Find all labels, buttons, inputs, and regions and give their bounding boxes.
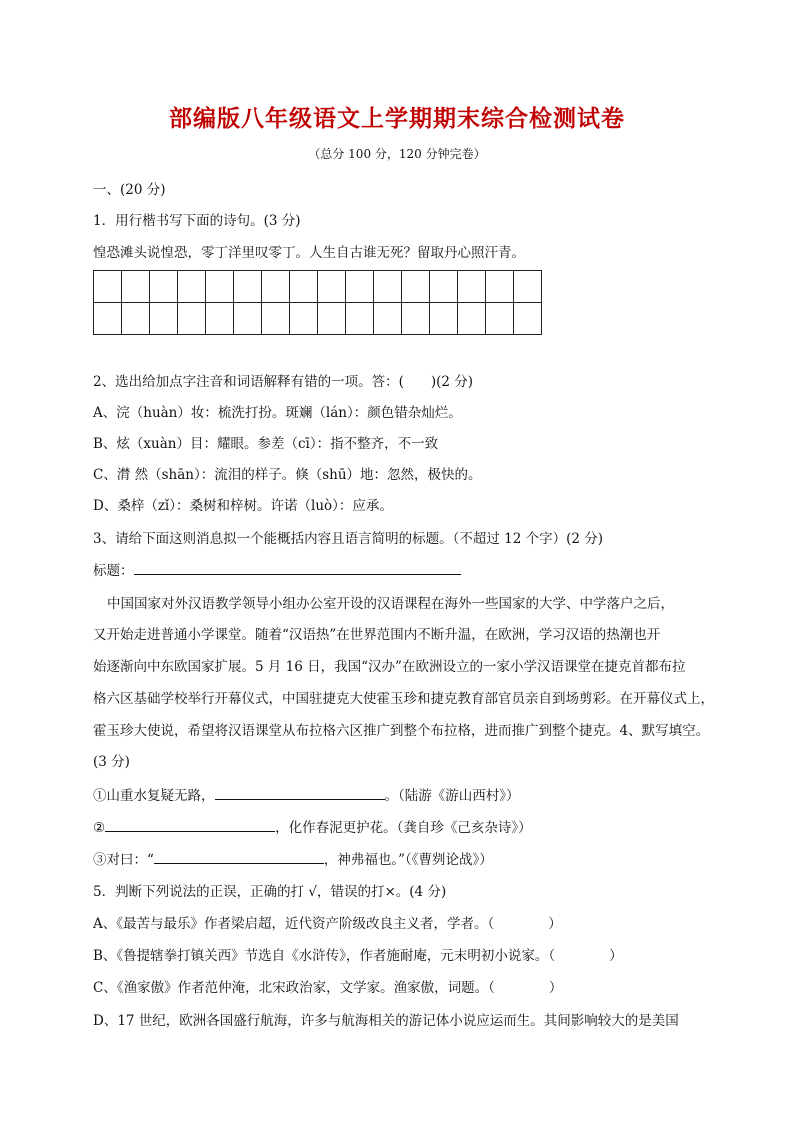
grid-cell[interactable] — [206, 271, 234, 303]
q3-title-blank[interactable] — [134, 562, 461, 575]
q3-passage-line: 格六区基础学校举行开幕仪式，中国驻捷克大使霍玉珍和捷克教育部官员亲自到场剪彩。在开幕仪式上， — [93, 691, 714, 707]
q4-item-1-after: 。（陆游《游山西村》） — [384, 788, 520, 804]
grid-cell[interactable] — [346, 303, 374, 335]
q5-item-b: B、《鲁提辖拳打镇关西》节选自《水浒传》，作者施耐庵，元末明初小说家。（ ） — [93, 948, 623, 964]
q2-option-c: C、潸 然（shān）：流泪的样子。倏（shū）地：忽然，极快的。 — [93, 467, 482, 483]
grid-cell[interactable] — [234, 303, 262, 335]
grid-cell[interactable] — [178, 303, 206, 335]
q3-passage-line: 霍玉珍大使说，希望将汉语课堂从布拉格六区推广到整个布拉格，进而推广到整个捷克。4、默写填空。 — [93, 723, 710, 739]
grid-cell[interactable] — [486, 271, 514, 303]
q1-prompt: 1．用行楷书写下面的诗句。(3 分) — [93, 213, 301, 229]
q4-item-1 — [93, 784, 520, 804]
q5-item-d: D、17 世纪，欧洲各国盛行航海，许多与航海相关的游记体小说应运而生。其间影响较大的是美国 — [93, 1013, 679, 1029]
grid-cell[interactable] — [430, 303, 458, 335]
q2-option-d: D、桑梓（zǐ）：桑树和梓树。许诺（luò）：应承。 — [93, 498, 393, 514]
q3-title-label: 标题： — [93, 563, 134, 579]
q4-item-2 — [93, 816, 532, 836]
grid-cell[interactable] — [374, 271, 402, 303]
grid-cell[interactable] — [402, 303, 430, 335]
grid-cell[interactable] — [486, 303, 514, 335]
grid-cell[interactable] — [122, 303, 150, 335]
grid-cell[interactable] — [514, 271, 542, 303]
q4-item-3-after: ，神弗福也。”（《曹刿论战》） — [323, 852, 493, 868]
q2-option-b: B、炫（xuàn）目：耀眼。参差（cī）：指不整齐，不一致 — [93, 436, 439, 452]
q3-prompt: 3、请给下面这则消息拟一个能概括内容且语言简明的标题。（不超过 12 个字）(2 分) — [93, 531, 604, 547]
grid-cell[interactable] — [458, 271, 486, 303]
q4-item-3-before: ③对曰：“ — [93, 852, 154, 868]
q4-item-1-before: ①山重水复疑无路， — [93, 788, 215, 804]
grid-cell[interactable] — [262, 303, 290, 335]
grid-cell[interactable] — [178, 271, 206, 303]
grid-cell[interactable] — [262, 271, 290, 303]
grid-row — [94, 303, 542, 335]
q4-item-3 — [93, 848, 493, 868]
q2-prompt: 2、选出给加点字注音和词语解释有错的一项。答：( )(2 分) — [93, 374, 474, 390]
q4-item-2-after: ，化作春泥更护花。（龚自珍《己亥杂诗》） — [275, 820, 532, 836]
q5-item-a: A、《最苦与最乐》作者梁启超，近代资产阶级改良主义者，学者。（ ） — [93, 916, 562, 932]
grid-cell[interactable] — [94, 303, 122, 335]
section-heading: 一、(20 分) — [93, 182, 166, 198]
q4-item-1-blank[interactable] — [215, 787, 385, 800]
q5-item-c: C、《渔家傲》作者范仲淹，北宋政治家，文学家。渔家傲，词题。（ ） — [93, 980, 563, 996]
grid-cell[interactable] — [150, 303, 178, 335]
q3-passage-line: (3 分) — [93, 754, 130, 770]
grid-cell[interactable] — [290, 271, 318, 303]
exam-subtitle: （总分 100 分，120 分钟完卷） — [308, 147, 486, 161]
q3-title-row — [93, 559, 461, 579]
grid-cell[interactable] — [402, 271, 430, 303]
grid-cell[interactable] — [206, 303, 234, 335]
q1-poem: 惶恐滩头说惶恐，零丁洋里叹零丁。人生自古谁无死？留取丹心照汗青。 — [93, 245, 525, 261]
q4-item-3-blank[interactable] — [154, 851, 324, 864]
q3-passage-line: 中国国家对外汉语教学领导小组办公室开设的汉语课程在海外一些国家的大学、中学落户之后， — [107, 596, 674, 612]
grid-cell[interactable] — [374, 303, 402, 335]
writing-grid[interactable] — [93, 270, 542, 335]
grid-cell[interactable] — [150, 271, 178, 303]
q5-prompt: 5．判断下列说法的正误，正确的打 √，错误的打×。(4 分) — [93, 884, 447, 900]
grid-cell[interactable] — [234, 271, 262, 303]
exam-title: 部编版八年级语文上学期期末综合检测试卷 — [169, 105, 625, 132]
grid-row — [94, 271, 542, 303]
grid-cell[interactable] — [346, 271, 374, 303]
q3-passage-line: 始逐渐向中东欧国家扩展。5 月 16 日，我国“汉办”在欧洲设立的一家小学汉语课堂在捷克首都布拉 — [93, 659, 686, 675]
grid-cell[interactable] — [290, 303, 318, 335]
q2-option-a: A、浣（huàn）妆：梳洗打扮。斑斓（lán）：颜色错杂灿烂。 — [93, 405, 462, 421]
grid-cell[interactable] — [430, 271, 458, 303]
q4-item-2-blank[interactable] — [105, 819, 275, 832]
grid-cell[interactable] — [122, 271, 150, 303]
grid-cell[interactable] — [318, 303, 346, 335]
q3-passage-line: 又开始走进普通小学课堂。随着“汉语热”在世界范围内不断升温，在欧洲，学习汉语的热潮也开 — [93, 627, 661, 643]
grid-cell[interactable] — [318, 271, 346, 303]
grid-cell[interactable] — [458, 303, 486, 335]
grid-cell[interactable] — [514, 303, 542, 335]
grid-cell[interactable] — [94, 271, 122, 303]
q4-item-2-before: ② — [93, 820, 106, 836]
